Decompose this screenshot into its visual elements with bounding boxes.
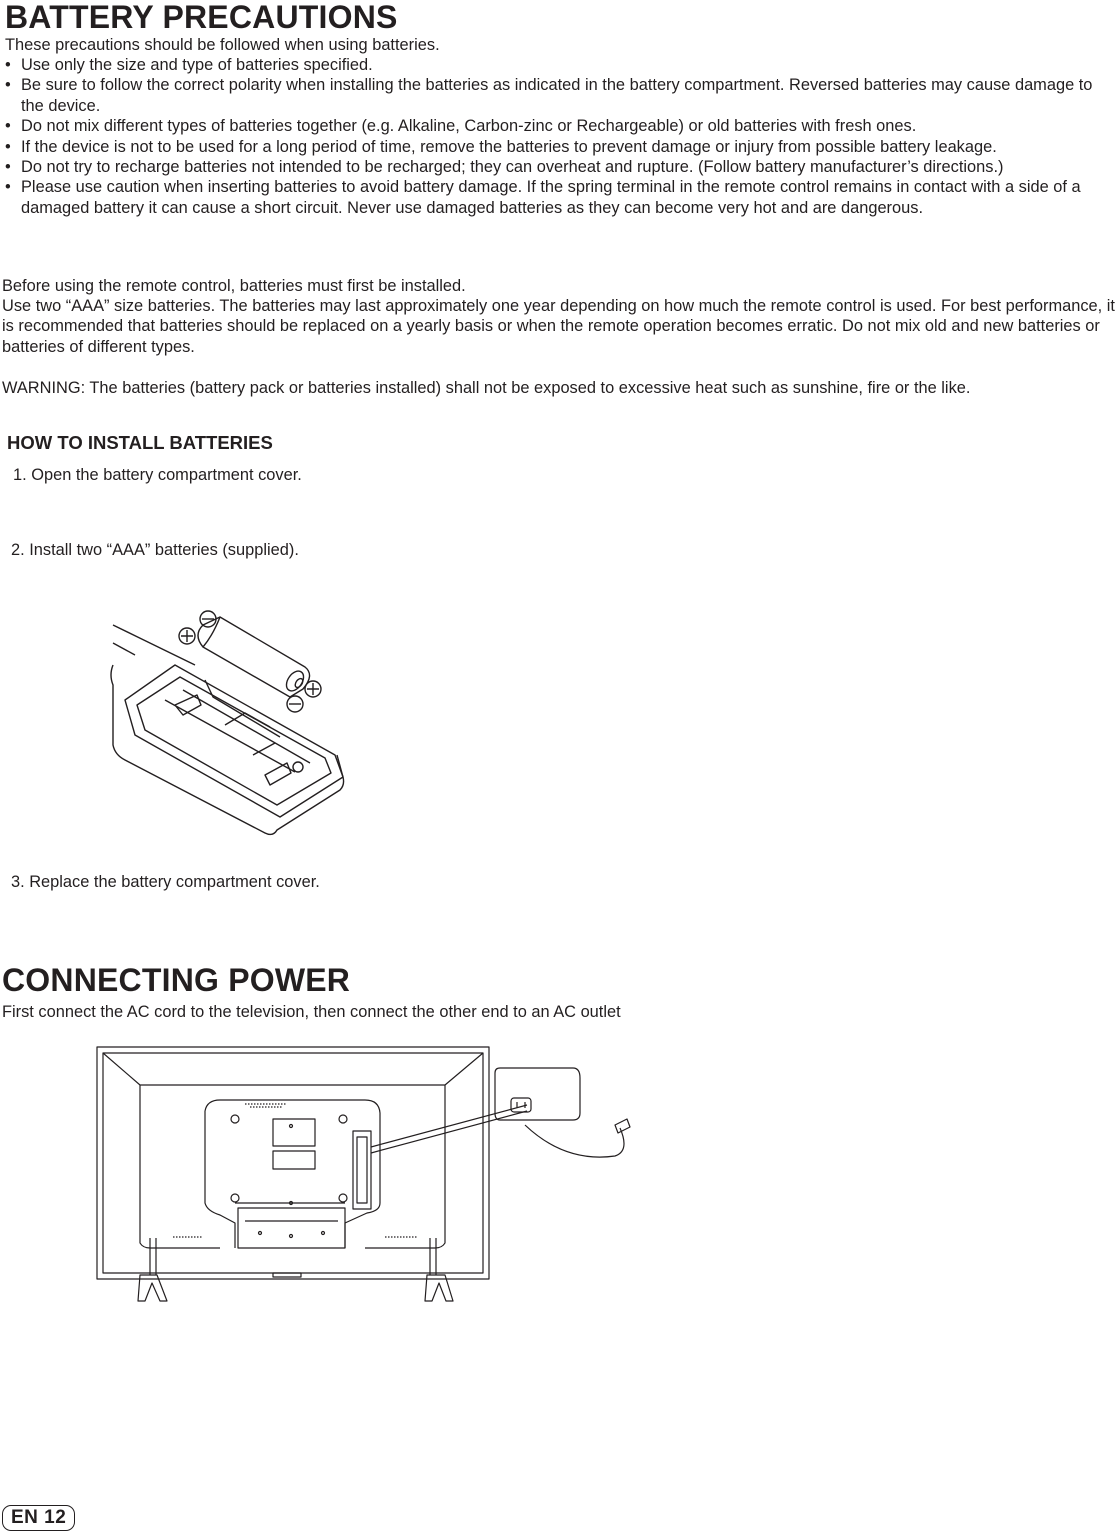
battery-warning-text: WARNING: The batteries (battery pack or batteries installed) shall not be exposed to excessive heat such as sunshine, fire or the like. — [2, 379, 971, 397]
list-item: • Do not try to recharge batteries not intended to be recharged; they can overheat and rupture. (Follow battery manufacturer’s directions.) — [5, 157, 1115, 177]
connecting-power-title: CONNECTING POWER — [2, 962, 351, 998]
page-number-badge: EN 12 — [2, 1505, 75, 1531]
list-item: • Use only the size and type of batteries specified. — [5, 55, 1115, 75]
tv-power-connection-illustration — [95, 1043, 640, 1308]
battery-use-text: Use two “AAA” size batteries. The batteries may last approximately one year depending on how much the remote control is used. For best performance, it is recommended that batteries should be replaced on a yearly basis or when the remote operation becomes erratic. Do not mix old and new batteries or batteries of different types. — [2, 297, 1115, 356]
install-step-1: 1. Open the battery compartment cover. — [13, 466, 302, 484]
install-batteries-title: HOW TO INSTALL BATTERIES — [7, 432, 273, 453]
install-step-3: 3. Replace the battery compartment cover. — [11, 873, 320, 891]
remote-battery-illustration — [105, 605, 350, 840]
battery-precautions-list — [5, 55, 1115, 218]
battery-before-text: Before using the remote control, batteries must first be installed. — [2, 277, 466, 295]
install-step-2: 2. Install two “AAA” batteries (supplied). — [11, 541, 299, 559]
battery-intro: These precautions should be followed when using batteries. — [5, 36, 440, 54]
battery-precautions-title: BATTERY PRECAUTIONS — [5, 0, 398, 35]
list-item: • Please use caution when inserting batteries to avoid battery damage. If the spring terminal in the remote control remains in contact with a side of a damaged battery it can cause a short circuit. Never use damaged batteries as they can become very hot and are dangerous. — [5, 177, 1115, 218]
list-item: • Be sure to follow the correct polarity when installing the batteries as indicated in the battery compartment. Reversed batteries may cause damage to the device. — [5, 75, 1115, 116]
connecting-power-text: First connect the AC cord to the television, then connect the other end to an AC outlet — [2, 1003, 621, 1021]
list-item: • Do not mix different types of batteries together (e.g. Alkaline, Carbon-zinc or Rechargeable) or old batteries with fresh ones. — [5, 116, 1115, 136]
list-item: • If the device is not to be used for a long period of time, remove the batteries to prevent damage or injury from possible battery leakage. — [5, 137, 1115, 157]
